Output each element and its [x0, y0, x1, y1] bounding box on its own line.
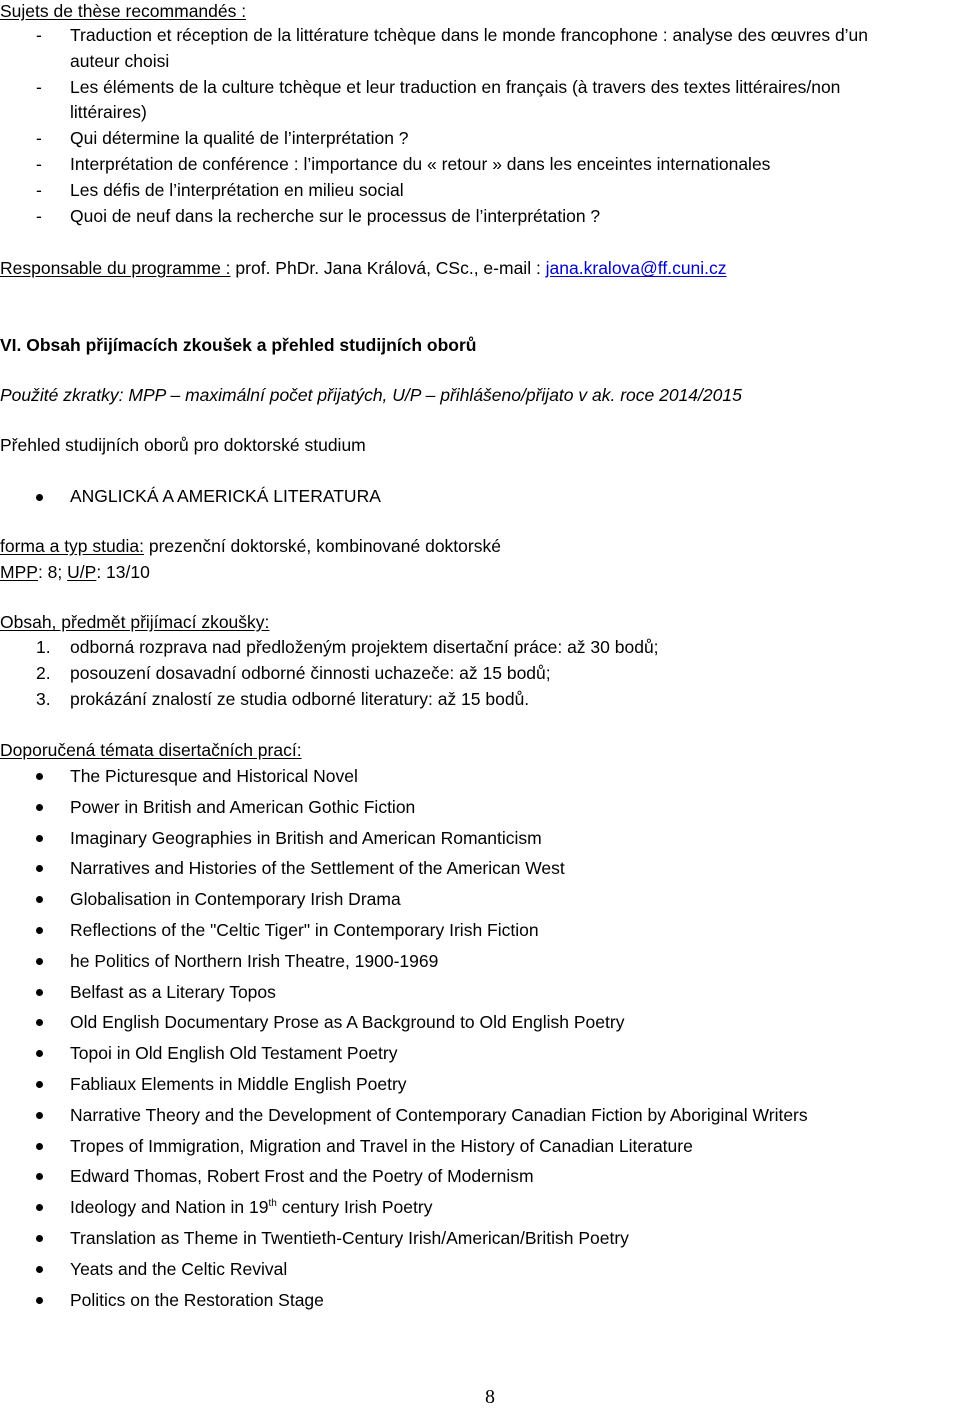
bullet-icon — [36, 1019, 43, 1026]
bullet-icon — [36, 835, 43, 842]
dissertation-topic: Narratives and Histories of the Settlement of the American West — [70, 858, 565, 878]
bullet-icon — [36, 896, 43, 903]
dash-marker: - — [36, 77, 42, 97]
program-responsible — [0, 258, 727, 278]
bullet-icon — [36, 1266, 43, 1273]
study-form-label: forma a typ studia: — [0, 536, 144, 556]
bullet-icon — [36, 1173, 43, 1180]
dash-marker: - — [36, 128, 42, 148]
email-link[interactable]: jana.kralova@ff.cuni.cz — [545, 258, 727, 278]
page-number: 8 — [485, 1386, 495, 1408]
bullet-icon — [36, 1112, 43, 1119]
recommended-topics-heading: Sujets de thèse recommandés : — [0, 1, 247, 21]
exam-item: prokázání znalostí ze studia odborné literatury: až 15 bodů. — [70, 689, 530, 709]
french-topic-line: Qui détermine la qualité de l’interprétation ? — [70, 128, 409, 148]
dissertation-topic: he Politics of Northern Irish Theatre, 1900-1969 — [70, 951, 439, 971]
dissertation-topic: Narrative Theory and the Development of Contemporary Canadian Fiction by Aboriginal Writers — [70, 1105, 808, 1125]
admission-stats — [0, 562, 150, 582]
bullet-icon — [36, 958, 43, 965]
exam-item-number: 2. — [36, 663, 51, 683]
bullet-icon — [36, 1297, 43, 1304]
bullet-icon — [36, 865, 43, 872]
dissertation-topic: Tropes of Immigration, Migration and Travel in the History of Canadian Literature — [70, 1136, 693, 1156]
overview-heading: Přehled studijních oborů pro doktorské studium — [0, 435, 366, 455]
dissertation-topic — [70, 1197, 432, 1217]
dissertation-topic: Edward Thomas, Robert Frost and the Poetry of Modernism — [70, 1166, 534, 1186]
dissertation-topic: Power in British and American Gothic Fiction — [70, 797, 416, 817]
abbreviations-note: Použité zkratky: MPP – maximální počet přijatých, U/P – přihlášeno/přijato v ak. roce 2014/2015 — [0, 385, 742, 405]
ordinal-superscript: th — [268, 1198, 277, 1210]
responsible-label: Responsable du programme : — [0, 258, 231, 278]
exam-item: odborná rozprava nad předloženým projektem disertační práce: až 30 bodů; — [70, 637, 659, 657]
program-name: ANGLICKÁ A AMERICKÁ LITERATURA — [70, 486, 381, 506]
topic-text: Ideology and Nation in 19 — [70, 1197, 269, 1217]
dissertation-topic: Fabliaux Elements in Middle English Poetry — [70, 1074, 407, 1094]
responsible-name: prof. PhDr. Jana Králová, CSc., e-mail : — [230, 258, 546, 278]
bullet-icon — [36, 1143, 43, 1150]
french-topic-line: auteur choisi — [70, 51, 170, 71]
dissertation-topic: Old English Documentary Prose as A Background to Old English Poetry — [70, 1012, 625, 1032]
french-topic-line: littéraires) — [70, 102, 147, 122]
french-topic-line: Interprétation de conférence : l’importance du « retour » dans les enceintes internationales — [70, 154, 771, 174]
bullet-icon — [36, 1235, 43, 1242]
dash-marker: - — [36, 180, 42, 200]
bullet-icon — [36, 927, 43, 934]
section-heading: VI. Obsah přijímacích zkoušek a přehled studijních oborů — [0, 335, 477, 355]
dash-marker: - — [36, 25, 42, 45]
bullet-icon — [36, 1050, 43, 1057]
dissertation-topic: Politics on the Restoration Stage — [70, 1290, 324, 1310]
study-form — [0, 536, 501, 556]
dissertation-topic: Belfast as a Literary Topos — [70, 982, 276, 1002]
topic-suffix: century Irish Poetry — [276, 1197, 433, 1217]
mpp-value: : 8; — [37, 562, 68, 582]
dash-marker: - — [36, 206, 42, 226]
dissertation-topic: Imaginary Geographies in British and American Romanticism — [70, 828, 542, 848]
french-topic-line: Traduction et réception de la littérature tchèque dans le monde francophone : analyse des œuvres d’un — [70, 25, 869, 45]
exam-item: posouzení dosavadní odborné činnosti uchazeče: až 15 bodů; — [70, 663, 551, 683]
up-value: : 13/10 — [96, 562, 150, 582]
french-topic-line: Les défis de l’interprétation en milieu social — [70, 180, 404, 200]
up-label: U/P — [67, 562, 97, 582]
dissertation-topic: Yeats and the Celtic Revival — [70, 1259, 288, 1279]
french-topic-line: Quoi de neuf dans la recherche sur le processus de l’interprétation ? — [70, 206, 601, 226]
exam-item-number: 3. — [36, 689, 51, 709]
bullet-icon — [36, 773, 43, 780]
dissertation-topic: Translation as Theme in Twentieth-Century Irish/American/British Poetry — [70, 1228, 629, 1248]
bullet-icon — [36, 494, 43, 501]
bullet-icon — [36, 1204, 43, 1211]
dissertation-topic: Topoi in Old English Old Testament Poetry — [70, 1043, 398, 1063]
bullet-icon — [36, 1081, 43, 1088]
dash-marker: - — [36, 154, 42, 174]
bullet-icon — [36, 989, 43, 996]
french-topic-line: Les éléments de la culture tchèque et leur traduction en français (à travers des textes littéraires/non — [70, 77, 841, 97]
study-form-value: prezenční doktorské, kombinované doktorské — [143, 536, 501, 556]
dissertation-topic: Globalisation in Contemporary Irish Drama — [70, 889, 401, 909]
bullet-icon — [36, 804, 43, 811]
exam-heading: Obsah, předmět přijímací zkoušky: — [0, 612, 270, 632]
dissertation-topic: Reflections of the "Celtic Tiger" in Contemporary Irish Fiction — [70, 920, 539, 940]
mpp-label: MPP — [0, 562, 38, 582]
dissertation-topic: The Picturesque and Historical Novel — [70, 766, 358, 786]
dissertation-topics-heading: Doporučená témata disertačních prací: — [0, 740, 302, 760]
exam-item-number: 1. — [36, 637, 51, 657]
